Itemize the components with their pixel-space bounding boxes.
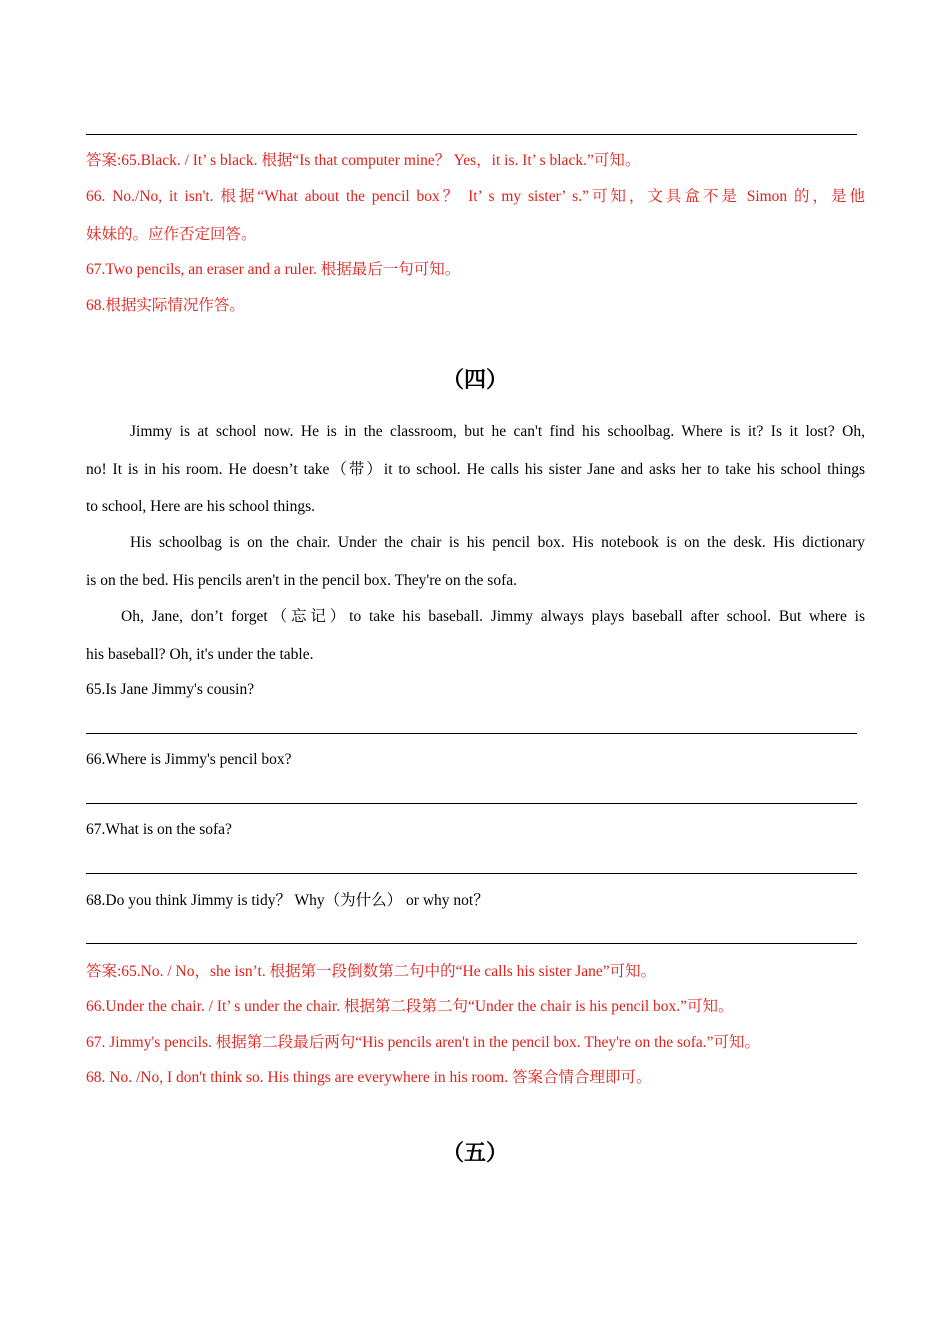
question-65: 65.Is Jane Jimmy's cousin? bbox=[86, 681, 255, 698]
answer-66-line1: 66. No./No, it isn't. 根据“What about the pencil box？ It’ s my sister’ s.”可知，文具盒不是 Simon 的，是他 bbox=[86, 188, 865, 205]
answer-line bbox=[86, 873, 857, 874]
answer-67: 67.Two pencils, an eraser and a ruler. 根据最后一句可知。 bbox=[86, 261, 461, 278]
passage-p1-line2: no! It is in his room. He doesn’t take（带）it to school. He calls his sister Jane and asks her to take his school things bbox=[86, 461, 865, 478]
passage-p1-line1: Jimmy is at school now. He is in the classroom, but he can't find his schoolbag. Where is it? Is it lost? Oh, bbox=[130, 423, 865, 440]
answer-68: 68.根据实际情况作答。 bbox=[86, 297, 245, 314]
answer-67: 67. Jimmy's pencils. 根据第二段最后两句“His pencils aren't in the pencil box. They're on the sofa.”可知。 bbox=[86, 1034, 761, 1051]
question-68: 68.Do you think Jimmy is tidy？ Why（为什么） or why not？ bbox=[86, 892, 489, 909]
passage-p2-line2: is on the bed. His pencils aren't in the pencil box. They're on the sofa. bbox=[86, 572, 518, 589]
section-heading-5: （五） bbox=[441, 1140, 508, 1165]
answer-line bbox=[86, 733, 857, 734]
answer-65: 答案:65.Black. / It’ s black. 根据“Is that computer mine？ Yes，it is. It’ s black.”可知。 bbox=[86, 152, 641, 169]
question-66: 66.Where is Jimmy's pencil box? bbox=[86, 751, 292, 768]
question-67: 67.What is on the sofa? bbox=[86, 821, 232, 838]
answer-66: 66.Under the chair. / It’ s under the chair. 根据第二段第二句“Under the chair is his pencil box.”可知。 bbox=[86, 998, 734, 1015]
answer-66-line2: 妹妹的。应作否定回答。 bbox=[86, 226, 257, 243]
answer-68: 68. No. /No, I don't think so. His things are everywhere in his room. 答案合情合理即可。 bbox=[86, 1069, 652, 1086]
answer-line bbox=[86, 134, 857, 135]
answer-line bbox=[86, 943, 857, 944]
answer-65: 答案:65.No. / No，she isn’t. 根据第一段倒数第二句中的“He calls his sister Jane”可知。 bbox=[86, 963, 657, 980]
section-heading-4: （四） bbox=[441, 367, 508, 392]
passage-p1-line3: to school, Here are his school things. bbox=[86, 498, 316, 515]
passage-p2-line1: His schoolbag is on the chair. Under the chair is his pencil box. His notebook is on the desk. His dictionary bbox=[130, 534, 865, 551]
passage-p3-line2: his baseball? Oh, it's under the table. bbox=[86, 646, 314, 663]
passage-p3-line1: Oh, Jane, don’t forget（忘记）to take his baseball. Jimmy always plays baseball after school. But where is bbox=[121, 608, 865, 625]
answer-line bbox=[86, 803, 857, 804]
